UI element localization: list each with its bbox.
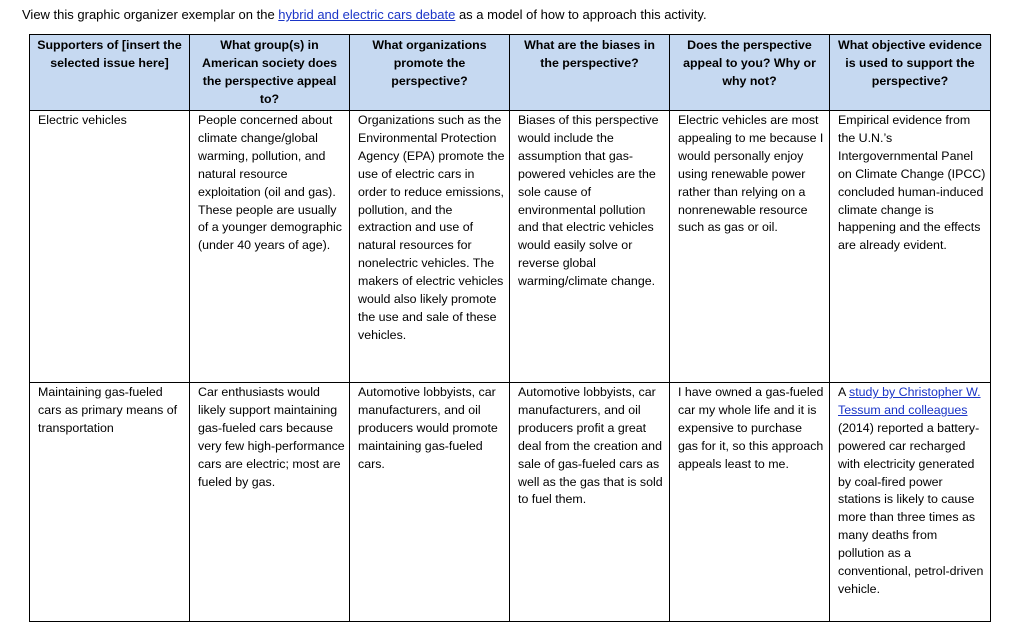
cell-perspective: Electric vehicles: [30, 111, 190, 383]
intro-before: View this graphic organizer exemplar on the: [22, 7, 279, 22]
study-link[interactable]: study by Christopher W. Tessum and colleagues: [838, 385, 981, 417]
cell-biases: Automotive lobbyists, car manufacturers, and oil producers profit a great deal from the creation and sale of gas-fueled cars as well as the gas that is sold to fuel them.: [510, 383, 670, 622]
table-row: [30, 383, 991, 622]
cell-organizations: Organizations such as the Environmental Protection Agency (EPA) promote the use of electric cars in order to reduce emissions, pollution, and the extraction and use of natural resources for nonelectric vehicles. The makers of electric vehicles would also likely promote the use and sale of these vehicles.: [350, 111, 510, 383]
cell-appeal: Electric vehicles are most appealing to me because I would personally enjoy using renewable power rather than relying on a nonrenewable resource such as gas or oil.: [670, 111, 830, 383]
debate-link[interactable]: hybrid and electric cars debate: [278, 7, 456, 22]
graphic-organizer-table: [29, 34, 991, 622]
intro-text: [22, 7, 707, 23]
cell-groups: People concerned about climate change/global warming, pollution, and natural resource exploitation (oil and gas). These people are usually of a younger demographic (under 40 years of age).: [190, 111, 350, 383]
header-biases: What are the biases in the perspective?: [510, 35, 670, 111]
cell-appeal: I have owned a gas-fueled car my whole life and it is expensive to purchase gas for it, so this approach appeals least to me.: [670, 383, 830, 622]
table-row: [30, 111, 991, 383]
cell-biases: Biases of this perspective would include the assumption that gas-powered vehicles are the sole cause of environmental pollution and that electric vehicles would easily solve or reverse global warming/climate change.: [510, 111, 670, 383]
cell-groups: Car enthusiasts would likely support maintaining gas-fueled cars because very few high-performance cars are electric; most are fueled by gas.: [190, 383, 350, 622]
cell-evidence: [830, 383, 991, 622]
header-appeal: Does the perspective appeal to you? Why or why not?: [670, 35, 830, 111]
evidence-pre: A: [838, 385, 850, 399]
cell-evidence: Empirical evidence from the U.N.’s Intergovernmental Panel on Climate Change (IPCC) concluded human-induced climate change is happening and the effects are already evident.: [830, 111, 991, 383]
header-groups: What group(s) in American society does the perspective appeal to?: [190, 35, 350, 111]
cell-organizations: Automotive lobbyists, car manufacturers, and oil producers would promote maintaining gas-fueled cars.: [350, 383, 510, 622]
header-supporters: Supporters of [insert the selected issue here]: [30, 35, 190, 111]
cell-perspective: Maintaining gas-fueled cars as primary means of transportation: [30, 383, 190, 622]
header-evidence: What objective evidence is used to support the perspective?: [830, 35, 991, 111]
intro-after: as a model of how to approach this activity.: [455, 7, 707, 22]
header-row: [30, 35, 991, 111]
header-organizations: What organizations promote the perspective?: [350, 35, 510, 111]
evidence-post: (2014) reported a battery-powered car recharged with electricity generated by coal-fired power stations is likely to cause more than three times as many deaths from pollution as a conventional, petrol-driven vehicle.: [838, 420, 984, 596]
